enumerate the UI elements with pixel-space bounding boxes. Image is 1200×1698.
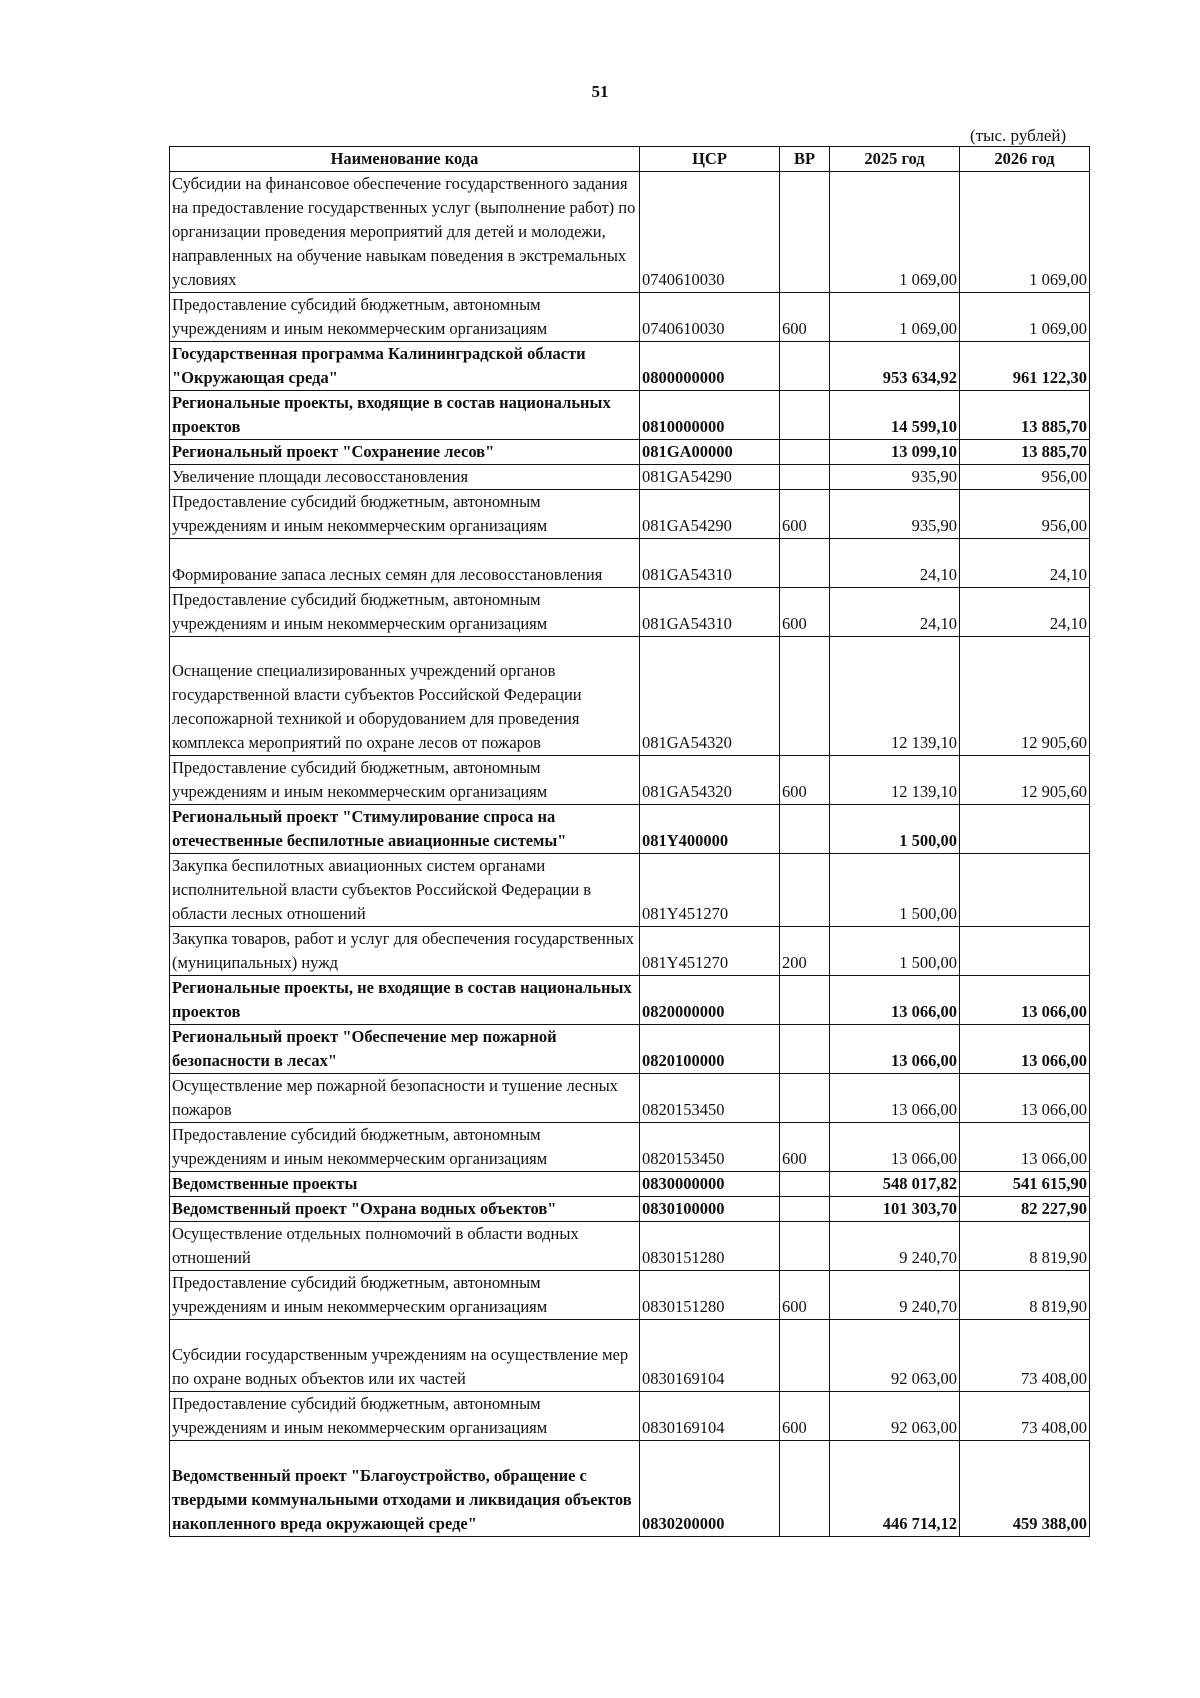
row-csr-cell: 081Y451270 [640, 927, 780, 976]
row-name-cell: Региональные проекты, не входящие в состав национальных проектов [170, 976, 640, 1025]
row-csr-cell: 0830169104 [640, 1392, 780, 1441]
row-2025-cell: 1 069,00 [830, 293, 960, 342]
row-2025-cell: 953 634,92 [830, 342, 960, 391]
row-vr-cell [780, 976, 830, 1025]
row-name-cell: Предоставление субсидий бюджетным, автономным учреждениям и иным некоммерческим организациям [170, 490, 640, 539]
table-row [170, 1025, 1090, 1074]
column-header-2025: 2025 год [830, 147, 960, 172]
row-vr-cell: 600 [780, 1123, 830, 1172]
row-vr-cell: 600 [780, 588, 830, 637]
column-header-2026: 2026 год [960, 147, 1090, 172]
row-csr-cell: 0830100000 [640, 1197, 780, 1222]
row-2025-cell: 1 500,00 [830, 927, 960, 976]
table-header-row [170, 147, 1090, 172]
row-name-cell: Предоставление субсидий бюджетным, автономным учреждениям и иным некоммерческим организациям [170, 1392, 640, 1441]
row-vr-cell [780, 440, 830, 465]
row-name-cell: Региональный проект "Стимулирование спроса на отечественные беспилотные авиационные системы" [170, 805, 640, 854]
table-row [170, 1123, 1090, 1172]
row-2026-cell: 956,00 [960, 465, 1090, 490]
table-row [170, 465, 1090, 490]
page-number: 51 [591, 82, 609, 101]
row-csr-cell: 0830000000 [640, 1172, 780, 1197]
row-name-cell: Закупка товаров, работ и услуг для обеспечения государственных (муниципальных) нужд [170, 927, 640, 976]
table-row [170, 637, 1090, 756]
row-csr-cell: 081Y400000 [640, 805, 780, 854]
row-name-cell: Предоставление субсидий бюджетным, автономным учреждениям и иным некоммерческим организациям [170, 588, 640, 637]
row-2025-cell: 13 066,00 [830, 1025, 960, 1074]
row-2025-cell: 9 240,70 [830, 1222, 960, 1271]
row-2026-cell: 73 408,00 [960, 1320, 1090, 1392]
row-name-cell: Ведомственный проект "Охрана водных объектов" [170, 1197, 640, 1222]
row-2025-cell: 24,10 [830, 539, 960, 588]
row-name-cell: Субсидии государственным учреждениям на осуществление мер по охране водных объектов или их частей [170, 1320, 640, 1392]
row-2025-cell: 13 066,00 [830, 976, 960, 1025]
table-row [170, 440, 1090, 465]
row-2026-cell: 12 905,60 [960, 637, 1090, 756]
row-name-cell: Субсидии на финансовое обеспечение государственного задания на предоставление государственных услуг (выполнение работ) по организации проведения мероприятий для детей и молодежи, направленных на обучение навыкам поведения в экстремальных условиях [170, 172, 640, 293]
table-row [170, 1197, 1090, 1222]
row-vr-cell [780, 1172, 830, 1197]
row-2025-cell: 14 599,10 [830, 391, 960, 440]
row-2026-cell [960, 927, 1090, 976]
row-2025-cell: 935,90 [830, 490, 960, 539]
row-2025-cell: 1 500,00 [830, 805, 960, 854]
row-csr-cell: 081GA54290 [640, 490, 780, 539]
row-2025-cell: 101 303,70 [830, 1197, 960, 1222]
row-csr-cell: 081GA54320 [640, 637, 780, 756]
row-vr-cell [780, 539, 830, 588]
table-row [170, 854, 1090, 927]
row-csr-cell: 0810000000 [640, 391, 780, 440]
row-vr-cell [780, 172, 830, 293]
row-2026-cell: 24,10 [960, 588, 1090, 637]
row-vr-cell [780, 1197, 830, 1222]
table-row [170, 588, 1090, 637]
row-name-cell: Региональный проект "Сохранение лесов" [170, 440, 640, 465]
row-vr-cell: 600 [780, 756, 830, 805]
row-2025-cell: 1 069,00 [830, 172, 960, 293]
table-row [170, 1222, 1090, 1271]
row-vr-cell [780, 1222, 830, 1271]
table-row [170, 927, 1090, 976]
row-vr-cell [780, 854, 830, 927]
row-vr-cell [780, 1320, 830, 1392]
row-name-cell: Региональный проект "Обеспечение мер пожарной безопасности в лесах" [170, 1025, 640, 1074]
row-csr-cell: 081GA54310 [640, 539, 780, 588]
row-csr-cell: 0820000000 [640, 976, 780, 1025]
row-vr-cell: 200 [780, 927, 830, 976]
row-2025-cell: 935,90 [830, 465, 960, 490]
table-row [170, 976, 1090, 1025]
row-vr-cell [780, 805, 830, 854]
row-csr-cell: 081GA54320 [640, 756, 780, 805]
row-2025-cell: 12 139,10 [830, 756, 960, 805]
row-2026-cell: 12 905,60 [960, 756, 1090, 805]
row-2026-cell [960, 854, 1090, 927]
row-vr-cell [780, 1441, 830, 1537]
row-2026-cell: 13 066,00 [960, 976, 1090, 1025]
row-2026-cell: 73 408,00 [960, 1392, 1090, 1441]
row-2025-cell: 24,10 [830, 588, 960, 637]
row-csr-cell: 0740610030 [640, 172, 780, 293]
row-2026-cell: 13 066,00 [960, 1074, 1090, 1123]
row-2026-cell: 459 388,00 [960, 1441, 1090, 1537]
row-2026-cell: 82 227,90 [960, 1197, 1090, 1222]
row-csr-cell: 0830200000 [640, 1441, 780, 1537]
table-row [170, 1320, 1090, 1392]
row-csr-cell: 081GA54290 [640, 465, 780, 490]
row-csr-cell: 0800000000 [640, 342, 780, 391]
row-2025-cell: 92 063,00 [830, 1320, 960, 1392]
table-row [170, 490, 1090, 539]
column-header-name: Наименование кода [170, 147, 640, 172]
column-header-csr: ЦСР [640, 147, 780, 172]
row-name-cell: Оснащение специализированных учреждений органов государственной власти субъектов Российской Федерации лесопожарной техникой и оборудованием для проведения комплекса мероприятий по охране лесов от пожаров [170, 637, 640, 756]
row-name-cell: Предоставление субсидий бюджетным, автономным учреждениям и иным некоммерческим организациям [170, 293, 640, 342]
row-name-cell: Формирование запаса лесных семян для лесовосстановления [170, 539, 640, 588]
row-name-cell: Увеличение площади лесовосстановления [170, 465, 640, 490]
table-row [170, 342, 1090, 391]
row-csr-cell: 0820153450 [640, 1123, 780, 1172]
row-vr-cell: 600 [780, 490, 830, 539]
row-2026-cell: 8 819,90 [960, 1271, 1090, 1320]
row-name-cell: Закупка беспилотных авиационных систем органами исполнительной власти субъектов Российской Федерации в области лесных отношений [170, 854, 640, 927]
row-vr-cell [780, 342, 830, 391]
row-vr-cell [780, 1074, 830, 1123]
row-2025-cell: 13 066,00 [830, 1123, 960, 1172]
table-row [170, 172, 1090, 293]
table-row [170, 1172, 1090, 1197]
row-name-cell: Региональные проекты, входящие в состав национальных проектов [170, 391, 640, 440]
row-2026-cell [960, 805, 1090, 854]
row-csr-cell: 081GA00000 [640, 440, 780, 465]
row-2025-cell: 12 139,10 [830, 637, 960, 756]
column-header-vr: ВР [780, 147, 830, 172]
table-row [170, 293, 1090, 342]
row-2026-cell: 8 819,90 [960, 1222, 1090, 1271]
table-row [170, 805, 1090, 854]
row-name-cell: Осуществление мер пожарной безопасности и тушение лесных пожаров [170, 1074, 640, 1123]
row-2026-cell: 13 066,00 [960, 1123, 1090, 1172]
row-csr-cell: 0820153450 [640, 1074, 780, 1123]
row-2026-cell: 956,00 [960, 490, 1090, 539]
row-2026-cell: 1 069,00 [960, 172, 1090, 293]
row-name-cell: Предоставление субсидий бюджетным, автономным учреждениям и иным некоммерческим организациям [170, 756, 640, 805]
table-row [170, 756, 1090, 805]
table-row [170, 391, 1090, 440]
row-csr-cell: 0740610030 [640, 293, 780, 342]
row-vr-cell: 600 [780, 293, 830, 342]
table-body [170, 172, 1090, 1537]
row-name-cell: Предоставление субсидий бюджетным, автономным учреждениям и иным некоммерческим организациям [170, 1271, 640, 1320]
row-2025-cell: 92 063,00 [830, 1392, 960, 1441]
row-name-cell: Ведомственный проект "Благоустройство, обращение с твердыми коммунальными отходами и ликвидация объектов накопленного вреда окружающей среде" [170, 1441, 640, 1537]
row-vr-cell [780, 637, 830, 756]
row-name-cell: Осуществление отдельных полномочий в области водных отношений [170, 1222, 640, 1271]
row-vr-cell [780, 391, 830, 440]
table-row [170, 1392, 1090, 1441]
row-csr-cell: 081GA54310 [640, 588, 780, 637]
row-csr-cell: 0830151280 [640, 1222, 780, 1271]
units-label: (тыс. рублей) [970, 126, 1067, 145]
row-2026-cell: 541 615,90 [960, 1172, 1090, 1197]
row-name-cell: Предоставление субсидий бюджетным, автономным учреждениям и иным некоммерческим организациям [170, 1123, 640, 1172]
table-row [170, 539, 1090, 588]
row-csr-cell: 0830169104 [640, 1320, 780, 1392]
row-2026-cell: 1 069,00 [960, 293, 1090, 342]
row-2025-cell: 1 500,00 [830, 854, 960, 927]
row-2025-cell: 548 017,82 [830, 1172, 960, 1197]
row-2026-cell: 13 885,70 [960, 391, 1090, 440]
row-csr-cell: 0830151280 [640, 1271, 780, 1320]
row-vr-cell [780, 465, 830, 490]
row-2025-cell: 446 714,12 [830, 1441, 960, 1537]
row-2025-cell: 13 066,00 [830, 1074, 960, 1123]
row-vr-cell [780, 1025, 830, 1074]
row-2026-cell: 13 066,00 [960, 1025, 1090, 1074]
row-2025-cell: 13 099,10 [830, 440, 960, 465]
row-2026-cell: 24,10 [960, 539, 1090, 588]
row-csr-cell: 0820100000 [640, 1025, 780, 1074]
row-name-cell: Ведомственные проекты [170, 1172, 640, 1197]
table-row [170, 1441, 1090, 1537]
table-row [170, 1074, 1090, 1123]
row-name-cell: Государственная программа Калининградской области "Окружающая среда" [170, 342, 640, 391]
budget-table [169, 146, 1090, 1537]
row-vr-cell: 600 [780, 1392, 830, 1441]
table-row [170, 1271, 1090, 1320]
row-2026-cell: 961 122,30 [960, 342, 1090, 391]
row-2026-cell: 13 885,70 [960, 440, 1090, 465]
row-2025-cell: 9 240,70 [830, 1271, 960, 1320]
row-vr-cell: 600 [780, 1271, 830, 1320]
row-csr-cell: 081Y451270 [640, 854, 780, 927]
